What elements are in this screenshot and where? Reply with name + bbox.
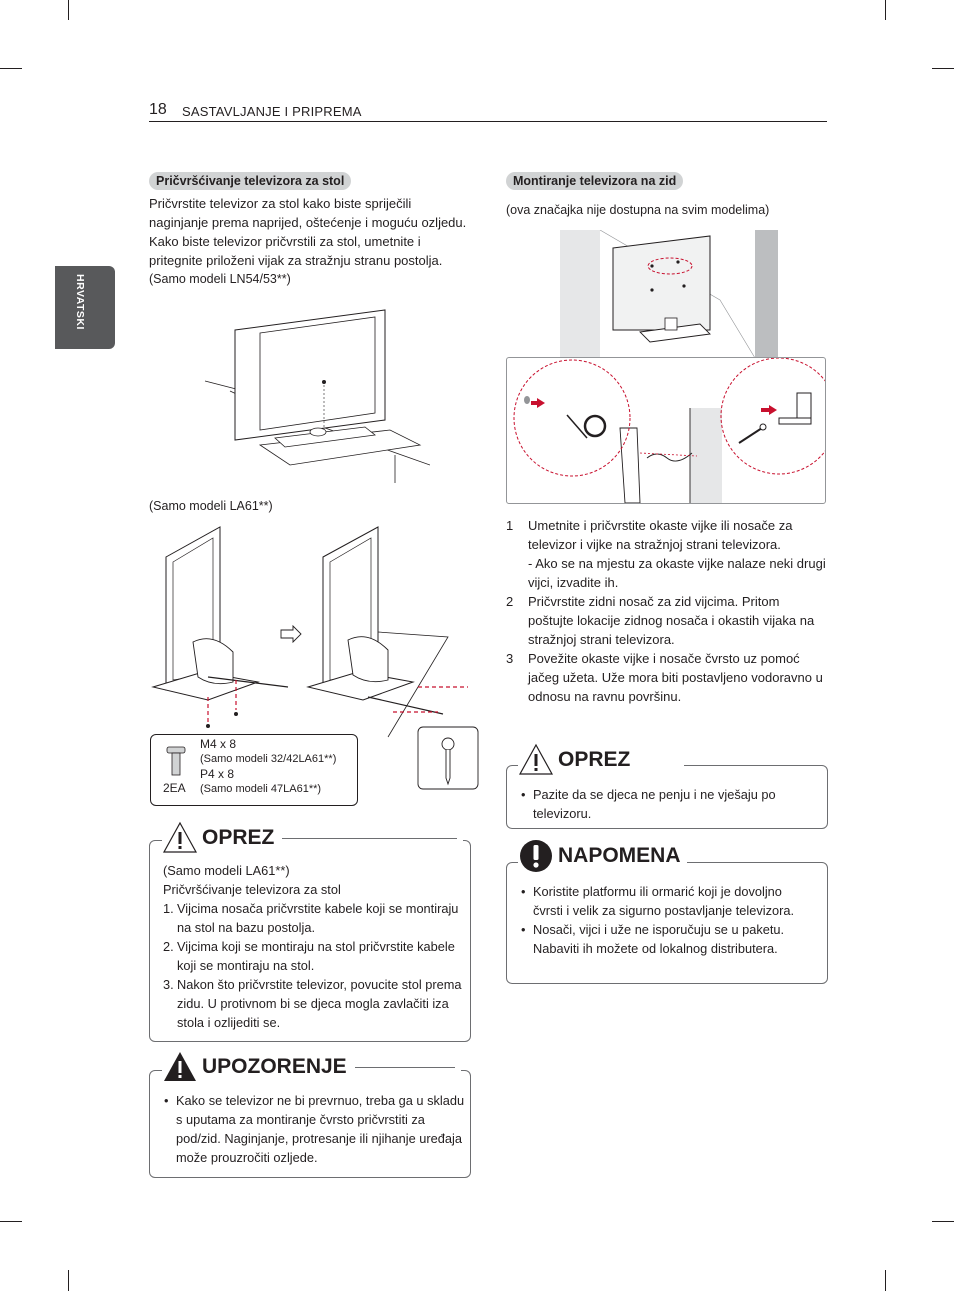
screw-spec: M4 x 8 [200, 737, 237, 751]
note-item: • Koristite platformu ili ormarić koji je dovoljno čvrsti i velik za sigurno postavljanje televizora. [519, 882, 811, 920]
crop-mark [68, 0, 69, 20]
eye-bolt-bracket-illustration [507, 358, 825, 503]
caution-text: • Pazite da se djeca ne penju i ne vješaju po televizoru. [519, 785, 825, 823]
warning-filled-icon [162, 1050, 198, 1084]
crop-mark [0, 68, 22, 69]
caution-title: OPREZ [518, 742, 684, 778]
warning-box [149, 1070, 471, 1178]
heading-pill: Pričvršćivanje televizora za stol [149, 172, 351, 190]
header-rule [149, 121, 827, 122]
language-tab [55, 266, 115, 349]
language-tab-label: HRVATSKI [74, 274, 86, 330]
page-number: 18 [149, 101, 167, 118]
caution-line: (Samo modeli LA61**) [163, 863, 290, 878]
step-subnote: - Ako se na mjestu za okaste vijke nalaze neki drugi vijci, izvadite ih. [528, 556, 826, 590]
note-item: • Nosači, vijci i uže ne isporučuju se u paketu. Nabaviti ih možete od lokalnog distributera. [519, 920, 811, 958]
screw-models: (Samo modeli 47LA61**) [200, 783, 322, 795]
caution-line: Pričvršćivanje televizora za stol [163, 882, 341, 897]
wall-mount-back-illustration [560, 230, 778, 358]
warning-text: • Kako se televizor ne bi prevrnuo, treba ga u skladu s uputama za montiranje čvrsto pričvrstiti za pod/zid. Naginjanje, protresanje ili njihanje uređaja može prouzročiti ozljede. [162, 1091, 468, 1167]
title-rule [282, 838, 457, 839]
note-box [506, 862, 828, 984]
warning-triangle-icon [162, 821, 198, 855]
section-heading-table [149, 172, 351, 190]
screw-models: (Samo modeli 32/42LA61**) [200, 753, 337, 765]
model-note: (Samo modeli LN54/53**) [149, 272, 291, 286]
crop-mark [932, 1221, 954, 1222]
caution-title: OPREZ [162, 820, 463, 856]
model-note: (Samo modeli LA61**) [149, 499, 273, 513]
caution-box [149, 840, 471, 1042]
crop-mark [932, 68, 954, 69]
warning-triangle-icon [518, 743, 554, 777]
caution-item: 2. Vijcima koji se montiraju na stol pričvrstite kabele koji se montiraju na stol. [163, 939, 455, 973]
step-item: 3 Povežite okaste vijke i nosače čvrsto uz pomoć jačeg užeta. Uže mora biti postavljeno vodoravno u odnosu na ravnu površinu. [506, 651, 823, 704]
crop-mark [0, 1221, 22, 1222]
section-heading-wall [506, 172, 683, 190]
note-title: NAPOMENA [518, 837, 687, 875]
exclamation-circle-icon [518, 838, 554, 874]
tv-on-table-illustration [200, 305, 430, 485]
step-item: 2 Pričvrstite zidni nosač za zid vijcima. Pritom poštujte lokacije zidnog nosača i okastih vijaka na stražnjoj strani televizora. [506, 594, 815, 647]
crop-mark [885, 0, 886, 20]
paragraph: Kako biste televizor pričvrstili za stol, umetnite i pritegnite priloženi vijak za stražnju stranu postolja. [149, 234, 443, 268]
title-gap [638, 760, 678, 761]
warning-title: UPOZORENJE [162, 1048, 461, 1086]
crop-mark [885, 1270, 886, 1291]
caution-item: 1. Vijcima nosača pričvrstite kabele koji se montiraju na stol na bazu postolja. [163, 901, 459, 935]
step-item: 1 Umetnite i pričvrstite okaste vijke ili nosače za televizor i vijke na stražnjoj strani televizora. - Ako se na mjestu za okaste vijke nalaze neki drugi vijci, izvadite ih. [506, 516, 828, 592]
caution-item: 3. Nakon što pričvrstite televizor, povucite stol prema zidu. U protivnom bi se djeca mogla zavlačiti iza stola i ozlijediti se. [163, 977, 462, 1030]
steps-list [506, 516, 828, 706]
screw-spec: P4 x 8 [200, 767, 235, 781]
bracket-illustration-frame [506, 357, 826, 504]
title-rule [355, 1067, 455, 1068]
screw-spec-box [150, 734, 358, 806]
table-fix-text [149, 194, 474, 289]
paragraph: Pričvrstite televizor za stol kako biste spriječili naginjanje prema naprijed, oštećenje i moguću ozljedu. [149, 196, 467, 230]
section-header: SASTAVLJANJE I PRIPREMA [182, 104, 362, 119]
heading-pill: Montiranje televizora na zid [506, 172, 683, 190]
screw-icon [165, 745, 187, 777]
crop-mark [68, 1270, 69, 1291]
availability-note: (ova značajka nije dostupna na svim modelima) [506, 203, 770, 217]
screw-quantity: 2EA [163, 781, 186, 795]
